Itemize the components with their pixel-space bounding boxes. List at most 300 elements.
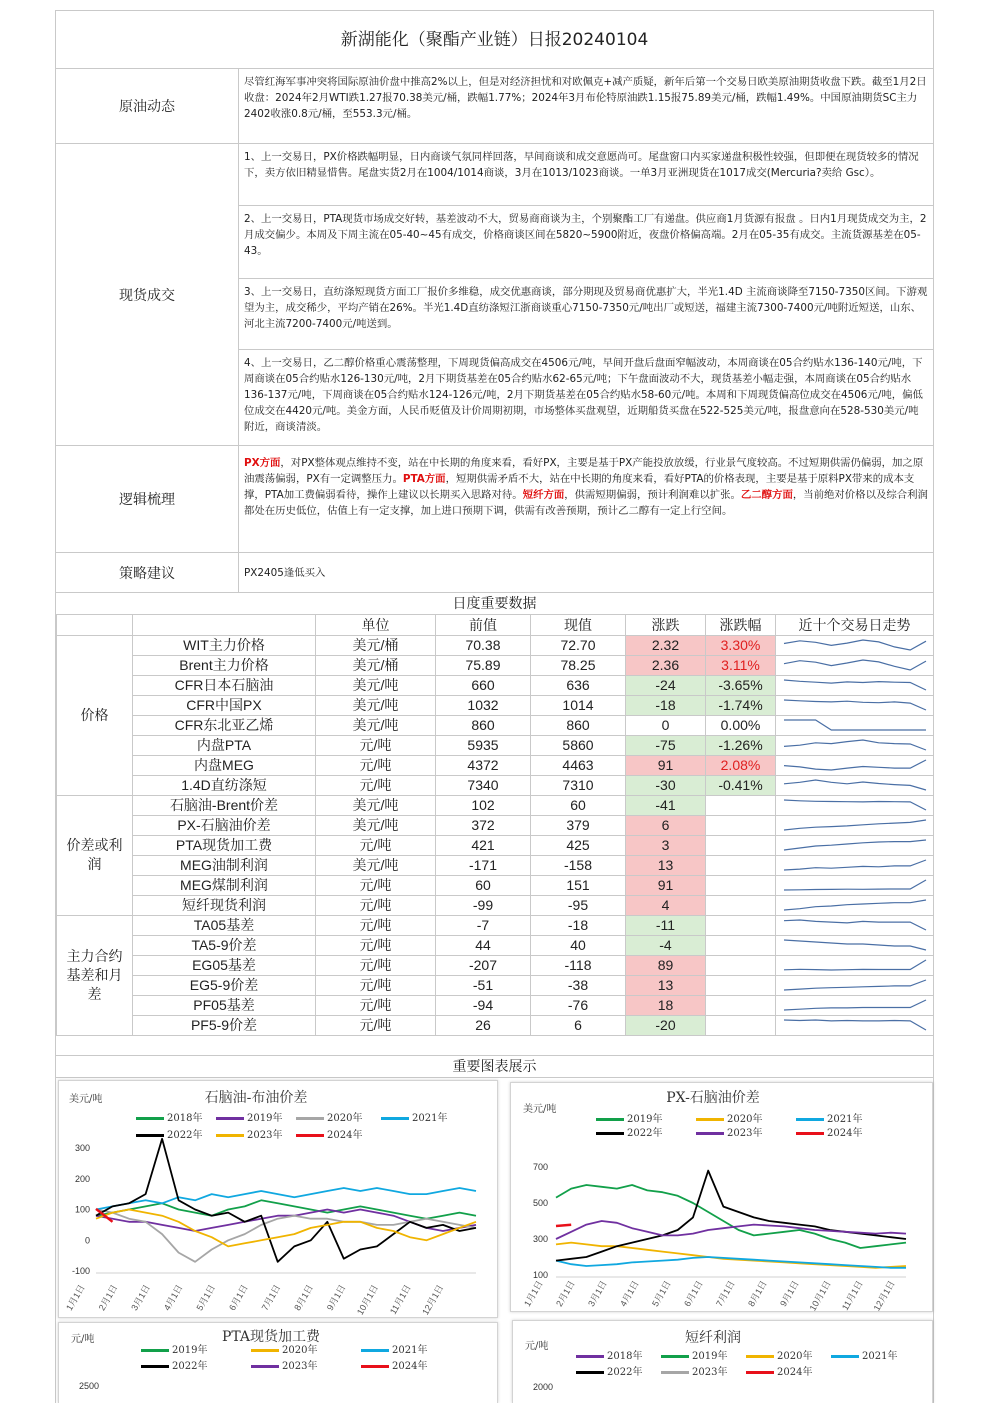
spot-paragraph-pta: 2、上一交易日，PTA现货市场成交好转，基差波动不大，贸易商商谈为主，个别聚酯工厂有递盘。供应商1月货源有报盘 。日内1月现货成交为主，2月成交偏少。本周及下周主流在05-40~45有成交，价格商谈区间在5820~5900附近，夜盘价格偏高端。2月在05-35有成交。主流货源基差在05-43。	[239, 206, 933, 279]
series-line-2021年	[556, 1257, 906, 1268]
current-value: 7310	[531, 775, 626, 795]
x-tick-label: 10月1日	[807, 1279, 833, 1313]
table-row	[57, 815, 934, 835]
x-tick-label: 1月1日	[522, 1279, 545, 1309]
pct-change-value: -3.65%	[706, 675, 776, 695]
legend-label: 2022年	[172, 1361, 208, 1372]
indicator-name: 1.4D直纺涤短	[133, 775, 316, 795]
legend-swatch	[796, 1132, 824, 1135]
trend-cell	[776, 815, 934, 835]
legend-label: 2019年	[627, 1114, 663, 1125]
prev-value: -99	[436, 895, 531, 915]
strategy-label: 策略建议	[56, 553, 239, 592]
legend-label: 2020年	[282, 1345, 318, 1356]
table-row	[57, 655, 934, 675]
prev-value: 860	[436, 715, 531, 735]
pct-change-value	[706, 815, 776, 835]
pct-change-value: 2.08%	[706, 755, 776, 775]
table-row	[57, 635, 934, 655]
table-row	[57, 835, 934, 855]
legend-label: 2021年	[827, 1114, 863, 1125]
legend-swatch	[746, 1355, 774, 1358]
prev-value: 44	[436, 935, 531, 955]
header-unit: 单位	[316, 615, 436, 635]
current-value: 636	[531, 675, 626, 695]
change-value: -75	[626, 735, 706, 755]
unit-cell: 美元/吨	[316, 795, 436, 815]
prev-value: 75.89	[436, 655, 531, 675]
legend-label: 2024年	[777, 1367, 813, 1378]
sparkline-line	[784, 660, 926, 670]
legend-label: 2024年	[827, 1128, 863, 1139]
legend-label: 2021年	[392, 1345, 428, 1356]
x-tick-label: 10月1日	[354, 1283, 381, 1317]
sparkline-line	[784, 900, 926, 910]
change-value: -18	[626, 695, 706, 715]
unit-cell: 元/吨	[316, 955, 436, 975]
trend-cell	[776, 915, 934, 935]
legend-swatch	[296, 1134, 324, 1137]
indicator-name: CFR东北亚乙烯	[133, 715, 316, 735]
legend-label: 2024年	[327, 1130, 363, 1141]
chart-svg	[511, 1083, 933, 1312]
y-tick-label: 200	[74, 1173, 90, 1184]
sparkline-line	[784, 860, 926, 870]
trend-cell	[776, 995, 934, 1015]
prev-value: -7	[436, 915, 531, 935]
daily-section-title: 日度重要数据	[56, 593, 933, 615]
change-value: 13	[626, 975, 706, 995]
trend-cell	[776, 895, 934, 915]
series-line-2021年	[96, 1188, 476, 1210]
header-cur: 现值	[531, 615, 626, 635]
legend-label: 2019年	[247, 1113, 283, 1124]
spot-paragraph-meg: 4、上一交易日，乙二醇价格重心震荡整理，下周现货偏高成交在4506元/吨，早间开盘后盘面窄幅波动，本周商谈在05合约贴水136-140元/吨，下周商谈在05合约贴水126-130元/吨，2月下期货基差在05合约贴水62-65元/吨；下午盘面波动不大，现货基差小幅走强，本周商谈在05合约贴水136-137元/吨，下周商谈在05合约贴水124-126元/吨，2月下期货基差在05合约贴水58-60元/吨。本周和下周现货偏高位成交在4506元/吨，偏低位成交在4420元/吨。美金方面，人民币贬值及计价周期初期，市场整体买盘观望，近期船货买盘在522-525美元/吨，报盘意向在528-530美元/吨附近，商谈清淡。	[244, 357, 923, 434]
x-tick-label: 1月1日	[64, 1283, 87, 1313]
unit-cell: 美元/吨	[316, 695, 436, 715]
legend-label: 2023年	[247, 1130, 283, 1141]
legend-swatch	[746, 1371, 774, 1374]
x-tick-label: 3月1日	[586, 1279, 609, 1309]
header-prev: 前值	[436, 615, 531, 635]
series-line-2022年	[96, 1139, 476, 1262]
prev-value: -207	[436, 955, 531, 975]
change-value: 3	[626, 835, 706, 855]
prev-value: 70.38	[436, 635, 531, 655]
change-value: 91	[626, 755, 706, 775]
logic-topic-label: PX方面	[244, 457, 281, 469]
y-tick-label: 100	[532, 1270, 548, 1280]
table-row	[57, 995, 934, 1015]
pct-change-value: -1.26%	[706, 735, 776, 755]
prev-value: -51	[436, 975, 531, 995]
sparkline	[782, 797, 928, 813]
sparkline-line	[784, 1000, 926, 1010]
x-tick-label: 8月1日	[746, 1279, 769, 1309]
chart-svg	[59, 1081, 498, 1318]
legend-swatch	[796, 1118, 824, 1121]
prev-value: 1032	[436, 695, 531, 715]
change-value: 2.36	[626, 655, 706, 675]
change-value: -11	[626, 915, 706, 935]
legend-swatch	[361, 1349, 389, 1352]
legend-swatch	[296, 1117, 324, 1120]
y-axis-label: 元/吨	[71, 1334, 95, 1345]
legend-swatch	[136, 1134, 164, 1137]
series-line-2023年	[556, 1221, 906, 1239]
header-pct: 涨跌幅	[706, 615, 776, 635]
pct-change-value: 0.00%	[706, 715, 776, 735]
unit-cell: 元/吨	[316, 915, 436, 935]
trend-cell	[776, 795, 934, 815]
trend-cell	[776, 775, 934, 795]
legend-swatch	[136, 1117, 164, 1120]
sparkline	[782, 677, 928, 693]
sparkline	[782, 757, 928, 773]
logic-topic-label: PTA方面	[402, 473, 446, 485]
unit-cell: 元/吨	[316, 935, 436, 955]
legend-label: 2021年	[412, 1113, 448, 1124]
indicator-name: CFR中国PX	[133, 695, 316, 715]
change-value: 4	[626, 895, 706, 915]
report-title: 新湖能化（聚酯产业链）日报20240104	[56, 11, 933, 69]
series-line-2019年	[556, 1185, 906, 1248]
x-tick-label: 4月1日	[161, 1283, 185, 1313]
legend-label: 2022年	[627, 1128, 663, 1139]
legend-swatch	[141, 1349, 169, 1352]
indicator-name: PX-石脑油价差	[133, 815, 316, 835]
x-tick-label: 2月1日	[96, 1283, 120, 1313]
legend-swatch	[596, 1118, 624, 1121]
x-tick-label: 12月1日	[871, 1279, 897, 1313]
sparkline	[782, 917, 928, 933]
pct-change-value	[706, 915, 776, 935]
sparkline	[782, 937, 928, 953]
chart-title: PX-石脑油价差	[666, 1090, 760, 1106]
current-value: 1014	[531, 695, 626, 715]
unit-cell: 元/吨	[316, 835, 436, 855]
crude-section	[56, 69, 933, 144]
chart-title: PTA现货加工费	[221, 1329, 321, 1345]
legend-swatch	[216, 1134, 244, 1137]
sparkline	[782, 977, 928, 993]
legend-label: 2023年	[692, 1367, 728, 1378]
pct-change-value: 3.30%	[706, 635, 776, 655]
unit-cell: 美元/吨	[316, 675, 436, 695]
trend-cell	[776, 695, 934, 715]
indicator-name: 石脑油-Brent价差	[133, 795, 316, 815]
legend-swatch	[251, 1349, 279, 1352]
change-value: -30	[626, 775, 706, 795]
indicator-name: PF05基差	[133, 995, 316, 1015]
change-value: 91	[626, 875, 706, 895]
current-value: -118	[531, 955, 626, 975]
table-row	[57, 955, 934, 975]
pct-change-value	[706, 855, 776, 875]
change-value: -4	[626, 935, 706, 955]
y-tick-label: 300	[532, 1234, 548, 1244]
table-row	[57, 735, 934, 755]
change-value: 0	[626, 715, 706, 735]
chart-svg	[59, 1323, 498, 1403]
logic-segment: ，对PX整体观点维持不变，站在中长期的角度来看，看好PX，主要是基于PX产能投放放缓，行业景气度较高。不过短期供需仍偏弱，加之原油震荡偏弱，PX有一定调整压力。	[244, 457, 924, 485]
table-row	[57, 795, 934, 815]
y-axis-label: 美元/吨	[523, 1104, 557, 1115]
indicator-name: Brent主力价格	[133, 655, 316, 675]
sparkline	[782, 877, 928, 893]
indicator-name: PTA现货加工费	[133, 835, 316, 855]
pct-change-value	[706, 875, 776, 895]
sparkline	[782, 737, 928, 753]
pta-processing-fee-chart	[58, 1322, 498, 1403]
trend-cell	[776, 835, 934, 855]
group-label: 价差或利润	[57, 795, 133, 915]
table-row	[57, 875, 934, 895]
prev-value: 60	[436, 875, 531, 895]
logic-text	[239, 446, 933, 521]
legend-swatch	[696, 1132, 724, 1135]
trend-cell	[776, 635, 934, 655]
group-label: 价格	[57, 635, 133, 795]
x-tick-label: 2月1日	[554, 1279, 577, 1309]
chart-title: 短纤利润	[685, 1330, 741, 1346]
x-tick-label: 11月1日	[387, 1283, 413, 1317]
table-row	[57, 695, 934, 715]
y-tick-label: 2000	[532, 1382, 553, 1392]
unit-cell: 元/吨	[316, 975, 436, 995]
x-tick-label: 11月1日	[839, 1279, 865, 1313]
sparkline-line	[784, 680, 926, 690]
unit-cell: 元/吨	[316, 875, 436, 895]
current-value: -76	[531, 995, 626, 1015]
y-tick-label: 300	[74, 1143, 90, 1153]
legend-swatch	[576, 1355, 604, 1358]
spot-section	[56, 144, 933, 446]
y-axis-label: 元/吨	[525, 1341, 549, 1352]
current-value: 72.70	[531, 635, 626, 655]
table-row	[57, 675, 934, 695]
current-value: 40	[531, 935, 626, 955]
logic-section	[56, 446, 933, 553]
pct-change-value: -0.41%	[706, 775, 776, 795]
sparkline	[782, 637, 928, 653]
legend-label: 2021年	[862, 1351, 898, 1362]
y-tick-label: 700	[532, 1162, 548, 1172]
change-value: -41	[626, 795, 706, 815]
current-value: -158	[531, 855, 626, 875]
change-value: -20	[626, 1015, 706, 1035]
sparkline-line	[784, 1020, 926, 1030]
legend-swatch	[251, 1365, 279, 1368]
indicator-name: MEG煤制利润	[133, 875, 316, 895]
x-tick-label: 5月1日	[194, 1283, 218, 1313]
indicator-name: WIT主力价格	[133, 635, 316, 655]
x-tick-label: 9月1日	[324, 1283, 348, 1313]
sparkline	[782, 957, 928, 973]
indicator-name: 内盘PTA	[133, 735, 316, 755]
legend-label: 2023年	[282, 1361, 318, 1372]
naphtha-brent-spread-chart	[58, 1080, 498, 1318]
sparkline	[782, 1017, 928, 1033]
x-tick-label: 6月1日	[227, 1283, 250, 1313]
x-tick-label: 8月1日	[292, 1283, 315, 1313]
current-value: -38	[531, 975, 626, 995]
table-row	[57, 775, 934, 795]
trend-cell	[776, 655, 934, 675]
sparkline-line	[784, 880, 926, 890]
unit-cell: 美元/吨	[316, 815, 436, 835]
legend-label: 2020年	[327, 1113, 363, 1124]
pct-change-value	[706, 795, 776, 815]
sparkline	[782, 997, 928, 1013]
sparkline	[782, 837, 928, 853]
pct-change-value	[706, 935, 776, 955]
table-header-row	[57, 615, 934, 635]
header-change: 涨跌	[626, 615, 706, 635]
x-tick-label: 12月1日	[420, 1283, 446, 1317]
y-tick-label: 2500	[78, 1381, 99, 1391]
trend-cell	[776, 955, 934, 975]
table-row	[57, 715, 934, 735]
spot-label: 现货成交	[56, 144, 239, 445]
sparkline	[782, 897, 928, 913]
legend-swatch	[661, 1371, 689, 1374]
sparkline-line	[784, 720, 926, 730]
indicator-name: MEG油制利润	[133, 855, 316, 875]
legend-swatch	[361, 1365, 389, 1368]
sparkline	[782, 817, 928, 833]
sparkline	[782, 777, 928, 793]
indicator-name: TA5-9价差	[133, 935, 316, 955]
y-axis-label: 美元/吨	[69, 1094, 103, 1105]
sparkline-line	[784, 980, 926, 990]
indicator-name: EG5-9价差	[133, 975, 316, 995]
unit-cell: 美元/吨	[316, 715, 436, 735]
header-name	[133, 615, 316, 635]
sparkline	[782, 657, 928, 673]
prev-value: 660	[436, 675, 531, 695]
unit-cell: 元/吨	[316, 735, 436, 755]
strategy-text: PX2405逢低买入	[244, 566, 326, 579]
current-value: 151	[531, 875, 626, 895]
px-naphtha-spread-chart	[510, 1082, 933, 1312]
crude-label: 原油动态	[56, 69, 239, 143]
logic-segment: ，供需短期偏弱，预计利润难以扩张。	[564, 489, 741, 501]
legend-swatch	[216, 1117, 244, 1120]
prev-value: 4372	[436, 755, 531, 775]
prev-value: -94	[436, 995, 531, 1015]
unit-cell: 元/吨	[316, 895, 436, 915]
trend-cell	[776, 855, 934, 875]
legend-label: 2024年	[392, 1361, 428, 1372]
table-row	[57, 1015, 934, 1035]
x-tick-label: 7月1日	[259, 1283, 283, 1313]
x-tick-label: 4月1日	[618, 1279, 641, 1309]
sparkline-line	[784, 760, 926, 770]
sparkline-line	[784, 740, 926, 750]
legend-swatch	[576, 1371, 604, 1374]
legend-swatch	[831, 1355, 859, 1358]
current-value: 860	[531, 715, 626, 735]
trend-cell	[776, 1015, 934, 1035]
change-value: 89	[626, 955, 706, 975]
x-tick-label: 9月1日	[778, 1279, 801, 1309]
indicator-name: EG05基差	[133, 955, 316, 975]
sparkline-line	[784, 960, 926, 970]
pct-change-value: -1.74%	[706, 695, 776, 715]
table-row	[57, 915, 934, 935]
legend-label: 2019年	[172, 1345, 208, 1356]
legend-swatch	[381, 1117, 409, 1120]
chart-svg	[513, 1321, 933, 1403]
x-tick-label: 6月1日	[682, 1279, 705, 1309]
prev-value: 26	[436, 1015, 531, 1035]
legend-label: 2020年	[727, 1114, 763, 1125]
strategy-section	[56, 553, 933, 593]
current-value: -95	[531, 895, 626, 915]
sparkline-line	[784, 780, 926, 790]
prev-value: -171	[436, 855, 531, 875]
y-tick-label: 0	[84, 1235, 90, 1246]
unit-cell: 元/吨	[316, 995, 436, 1015]
legend-swatch	[696, 1118, 724, 1121]
chart-title: 石脑油-布油价差	[204, 1090, 308, 1106]
logic-segment: ，当前绝对价格以及综合利润都处在历史低位，估值上有一定支撑，加上进口预期下调，供需有改善预期，预计乙二醇有一定上行空间。	[244, 489, 928, 517]
sparkline-line	[784, 920, 926, 930]
prev-value: 372	[436, 815, 531, 835]
table-row	[57, 935, 934, 955]
unit-cell: 元/吨	[316, 1015, 436, 1035]
trend-cell	[776, 755, 934, 775]
logic-topic-label: 乙二醇方面	[740, 489, 793, 501]
change-value: 18	[626, 995, 706, 1015]
sparkline	[782, 717, 928, 733]
spot-paragraph-px: 1、上一交易日，PX价格跌幅明显，日内商谈气氛同样回落，早间商谈和成交意愿尚可。尾盘窗口内买家递盘积极性较强，但即便在现货较多的情况下，卖方依旧精显惜售。尾盘实货2月在1004/1014商谈，3月在1013/1023商谈。一单3月亚洲现货在1017成交(Mercuria?卖给 Gsc）。	[239, 144, 933, 206]
prev-value: 7340	[436, 775, 531, 795]
table-row	[57, 895, 934, 915]
sparkline-line	[784, 840, 926, 850]
change-value: 6	[626, 815, 706, 835]
unit-cell: 美元/桶	[316, 655, 436, 675]
legend-label: 2020年	[777, 1351, 813, 1362]
legend-label: 2023年	[727, 1128, 763, 1139]
logic-topic-label: 短纤方面	[522, 489, 565, 501]
trend-cell	[776, 715, 934, 735]
daily-data-table	[56, 615, 934, 1036]
trend-cell	[776, 975, 934, 995]
change-value: 13	[626, 855, 706, 875]
change-value: 2.32	[626, 635, 706, 655]
indicator-name: PF5-9价差	[133, 1015, 316, 1035]
legend-label: 2022年	[607, 1367, 643, 1378]
indicator-name: TA05基差	[133, 915, 316, 935]
legend-label: 2018年	[607, 1351, 643, 1362]
trend-cell	[776, 935, 934, 955]
change-value: -24	[626, 675, 706, 695]
spacer-row	[56, 1036, 933, 1056]
sparkline-line	[784, 800, 926, 810]
pct-change-value	[706, 955, 776, 975]
sparkline-line	[784, 700, 926, 710]
header-trend: 近十个交易日走势	[776, 615, 934, 635]
x-tick-label: 5月1日	[650, 1279, 673, 1309]
legend-label: 2022年	[167, 1130, 203, 1141]
pct-change-value	[706, 975, 776, 995]
logic-segment: ，短期供需矛盾不大，站在中长期的角度来看，看好PTA的价格表现，主要是基于原料PX带来的成本支撑，PTA加工费偏弱看待，操作上建议以长期买入思路对待。	[244, 473, 915, 501]
sparkline-line	[784, 940, 926, 950]
staple-fiber-profit-chart	[512, 1320, 933, 1403]
unit-cell: 美元/吨	[316, 855, 436, 875]
